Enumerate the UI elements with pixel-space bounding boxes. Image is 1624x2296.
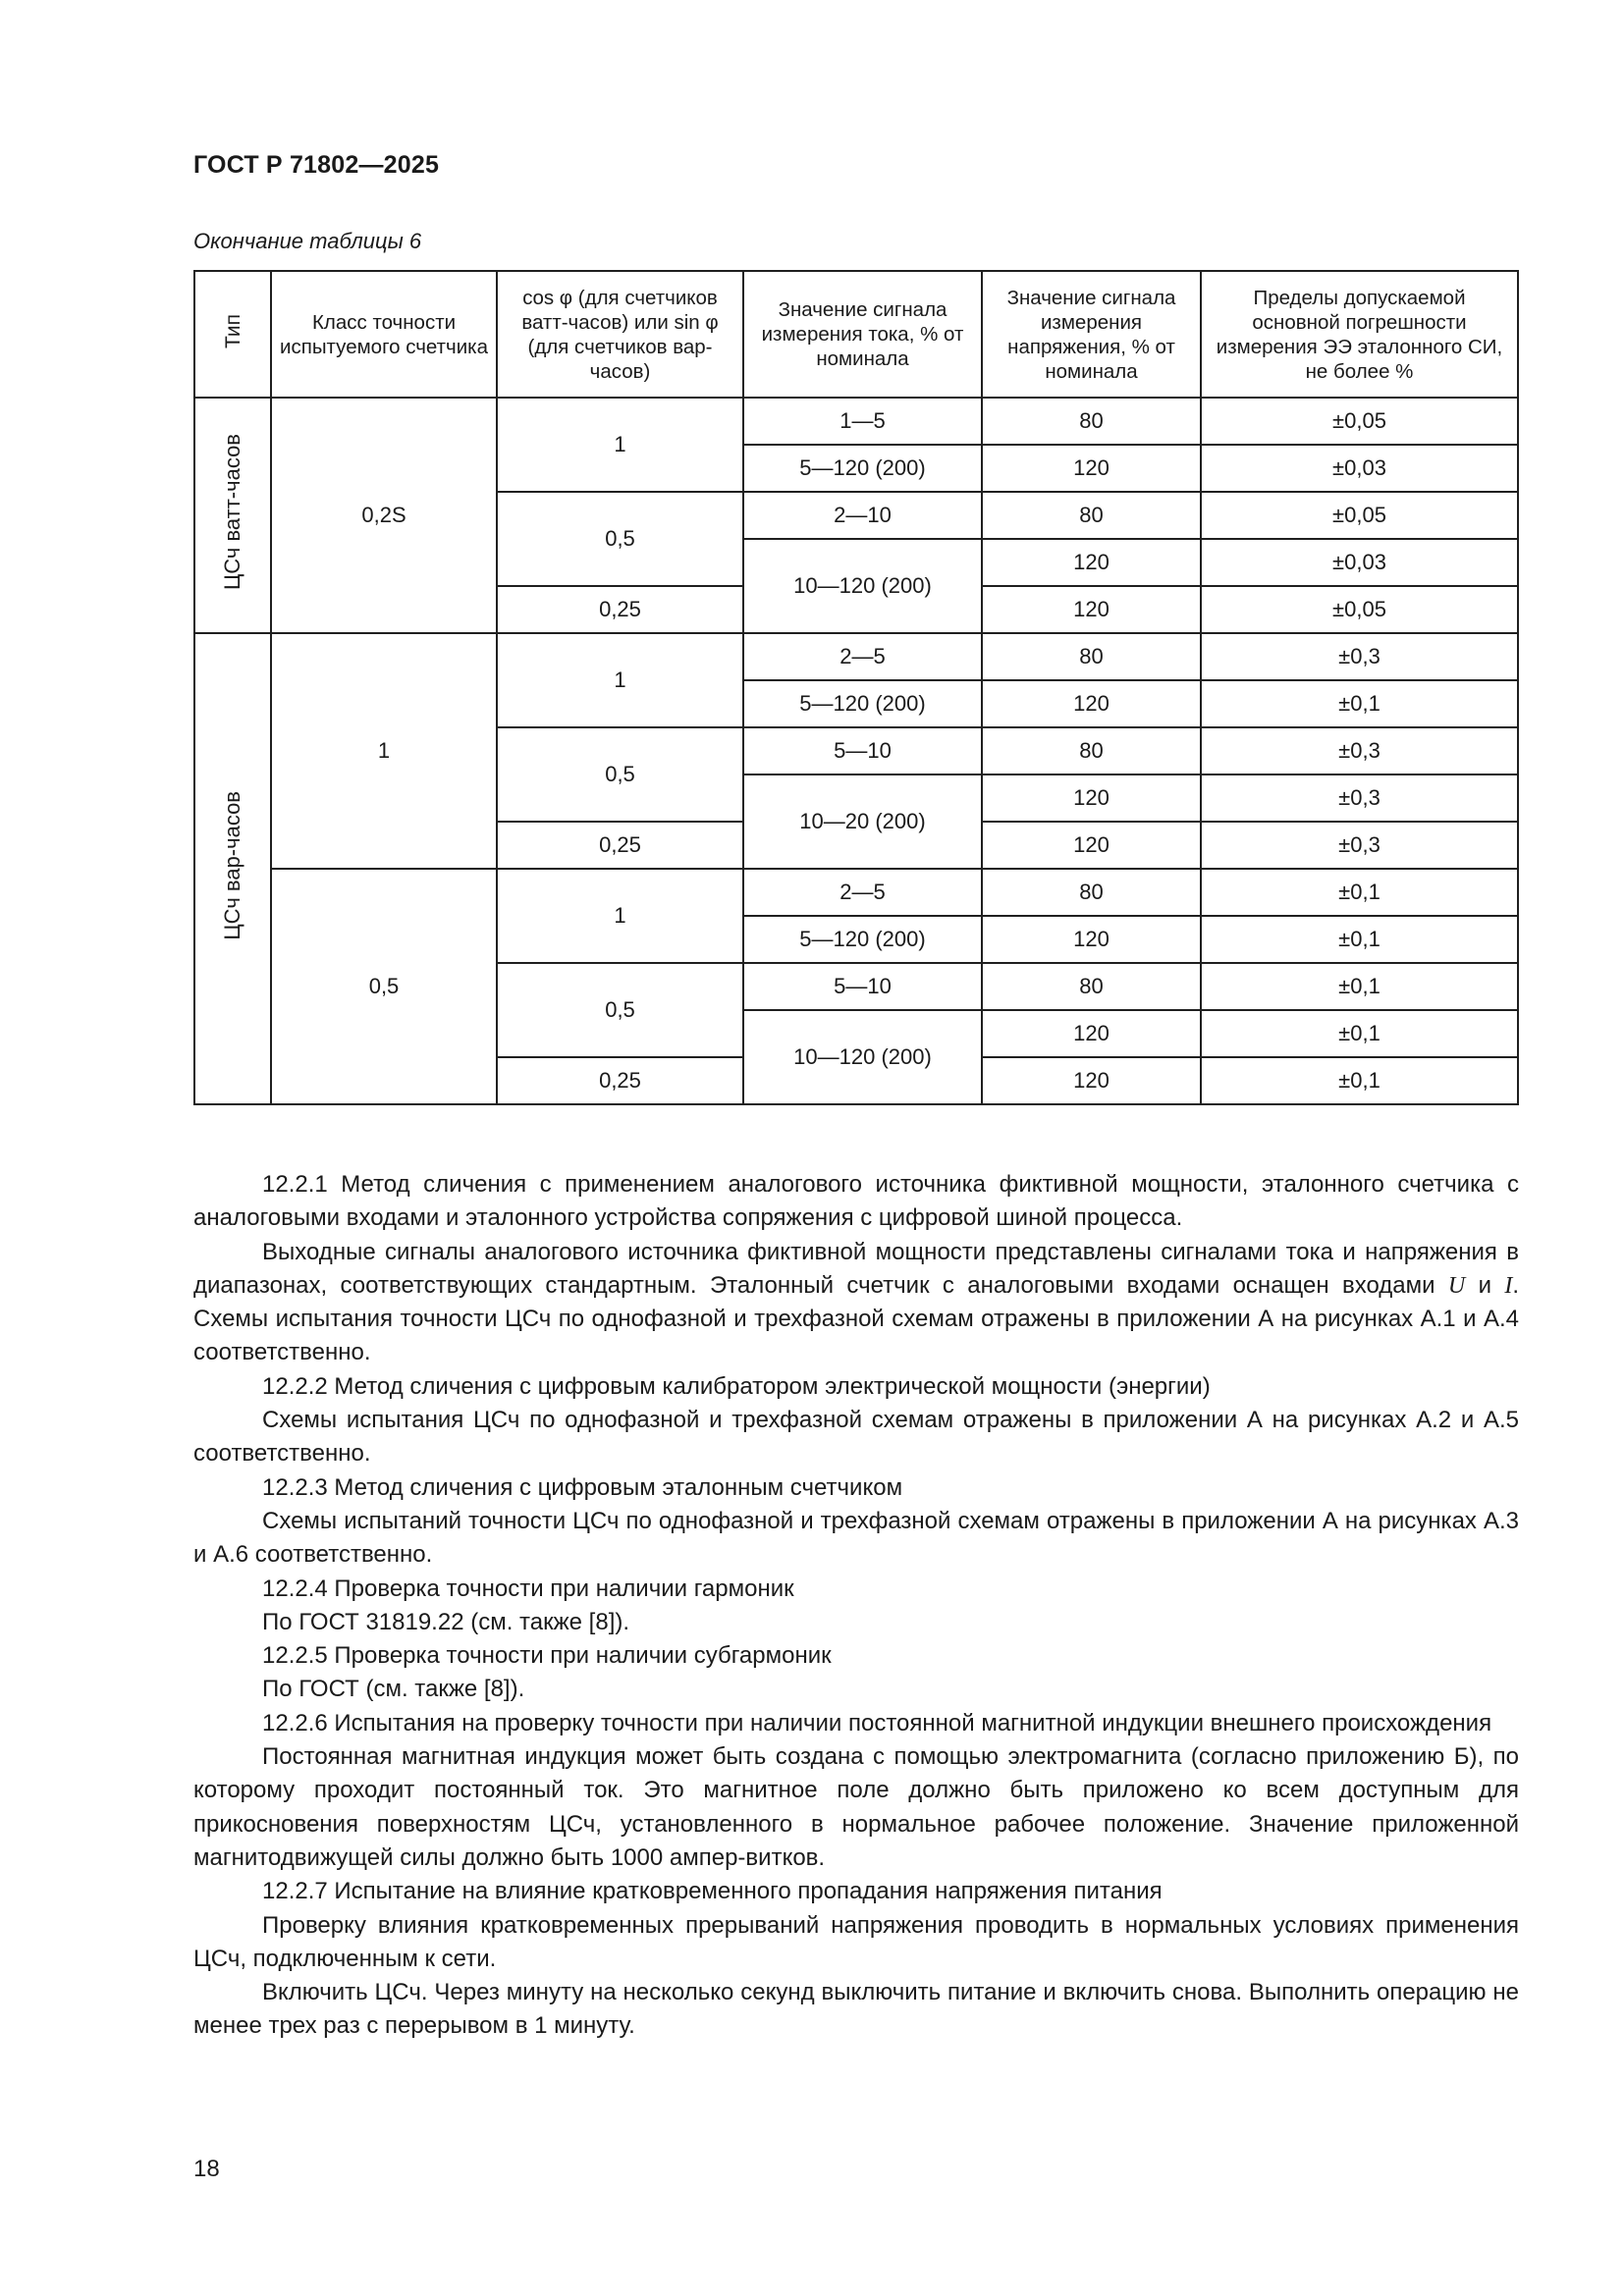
limit-cell: ±0,1 (1201, 963, 1518, 1010)
current-cell: 10—120 (200) (743, 1010, 982, 1104)
paragraph: 12.2.2 Метод сличения с цифровым калибратором электрической мощности (энергии) (262, 1372, 1211, 1400)
voltage-cell: 80 (982, 727, 1201, 774)
voltage-cell: 80 (982, 633, 1201, 680)
current-cell: 2—10 (743, 492, 982, 539)
limit-cell: ±0,1 (1201, 1010, 1518, 1057)
formula-u: U (1447, 1272, 1466, 1299)
paragraph: 12.2.6 Испытания на проверку точности при наличии постоянной магнитной индукции внешнего происхождения (262, 1709, 1492, 1736)
body-text (193, 1168, 1519, 2044)
type-cell: ЦСч вар-часов (194, 633, 271, 1104)
cos-cell: 0,25 (497, 822, 743, 869)
table-row (194, 869, 1518, 916)
paragraph: 12.2.1 Метод сличения с применением аналогового источника фиктивной мощности, эталонного счетчика с аналоговыми входами и эталонного устройства сопряжения с цифровой шиной процесса. (193, 1171, 1519, 1232)
limit-cell: ±0,1 (1201, 916, 1518, 963)
class-cell: 0,2S (271, 398, 497, 633)
header-cos-phi: cos φ (для счетчиков ватт-часов) или sin φ (для счетчиков вар-часов) (497, 271, 743, 398)
paragraph: 12.2.3 Метод сличения с цифровым эталонным счетчиком (262, 1473, 903, 1501)
class-cell: 0,5 (271, 869, 497, 1104)
voltage-cell: 80 (982, 492, 1201, 539)
limit-cell: ±0,1 (1201, 869, 1518, 916)
current-cell: 5—120 (200) (743, 680, 982, 727)
limit-cell: ±0,03 (1201, 445, 1518, 492)
cos-cell: 0,5 (497, 727, 743, 822)
cos-cell: 1 (497, 398, 743, 492)
current-cell: 5—120 (200) (743, 445, 982, 492)
limit-cell: ±0,05 (1201, 586, 1518, 633)
voltage-cell: 120 (982, 586, 1201, 633)
paragraph: По ГОСТ (см. также [8]). (262, 1676, 525, 1703)
voltage-cell: 120 (982, 1057, 1201, 1104)
voltage-cell: 120 (982, 1010, 1201, 1057)
paragraph: 12.2.4 Проверка точности при наличии гармоник (262, 1575, 794, 1602)
limit-cell: ±0,3 (1201, 633, 1518, 680)
paragraph: 12.2.5 Проверка точности при наличии субгармоник (262, 1642, 832, 1670)
cos-cell: 0,25 (497, 1057, 743, 1104)
paragraph: Выходные сигналы аналогового источника фиктивной мощности представлены сигналами тока и напряжения в диапазонах, соответствующих стандартным. Эталонный счетчик с аналоговыми входами оснащен входами U и I. Схемы испытания точности ЦСч по однофазной и трехфазной схемам отражены в приложении А на рисунках А.1 и А.4 соответственно. (193, 1238, 1519, 1366)
header-current-signal: Значение сигнала измерения тока, % от номинала (743, 271, 982, 398)
voltage-cell: 120 (982, 774, 1201, 822)
limit-cell: ±0,1 (1201, 1057, 1518, 1104)
header-voltage-signal: Значение сигнала измерения напряжения, % от номинала (982, 271, 1201, 398)
limit-cell: ±0,03 (1201, 539, 1518, 586)
cos-cell: 0,5 (497, 492, 743, 586)
voltage-cell: 120 (982, 445, 1201, 492)
current-cell: 5—10 (743, 727, 982, 774)
current-cell: 1—5 (743, 398, 982, 445)
paragraph: Схемы испытаний точности ЦСч по однофазной и трехфазной схемам отражены в приложении А на рисунках А.3 и А.6 соответственно. (193, 1507, 1519, 1569)
limit-cell: ±0,05 (1201, 492, 1518, 539)
voltage-cell: 120 (982, 680, 1201, 727)
table-caption: Окончание таблицы 6 (193, 229, 422, 253)
voltage-cell: 120 (982, 822, 1201, 869)
table-row (194, 398, 1518, 445)
current-cell: 2—5 (743, 869, 982, 916)
limit-cell: ±0,1 (1201, 680, 1518, 727)
formula-i: I (1504, 1272, 1513, 1299)
cos-cell: 0,5 (497, 963, 743, 1057)
voltage-cell: 80 (982, 398, 1201, 445)
header-accuracy-class: Класс точности испытуемого счетчика (271, 271, 497, 398)
voltage-cell: 120 (982, 539, 1201, 586)
limit-cell: ±0,3 (1201, 727, 1518, 774)
voltage-cell: 80 (982, 869, 1201, 916)
type-cell: ЦСч ватт-часов (194, 398, 271, 633)
voltage-cell: 120 (982, 916, 1201, 963)
limit-cell: ±0,05 (1201, 398, 1518, 445)
current-cell: 10—120 (200) (743, 539, 982, 633)
cos-cell: 0,25 (497, 586, 743, 633)
current-cell: 5—120 (200) (743, 916, 982, 963)
current-cell: 5—10 (743, 963, 982, 1010)
current-cell: 10—20 (200) (743, 774, 982, 869)
paragraph: По ГОСТ 31819.22 (см. также [8]). (262, 1608, 630, 1635)
paragraph: Постоянная магнитная индукция может быть создана с помощью электромагнита (согласно приложению Б), по которому проходит постоянный ток. Это магнитное поле должно быть приложено ко всем доступным для прикосновения поверхностям ЦСч, установленного в нормальное рабочее положение. Значение приложенной магнитодвижущей силы должно быть 1000 ампер-витков. (193, 1743, 1519, 1871)
accuracy-table (193, 270, 1519, 1105)
header-error-limit: Пределы допускаемой основной погрешности измерения ЭЭ эталонного СИ, не более % (1201, 271, 1518, 398)
paragraph: Проверку влияния кратковременных прерываний напряжения проводить в нормальных условиях применения ЦСч, подключенным к сети. (193, 1911, 1519, 1972)
paragraph: Включить ЦСч. Через минуту на несколько секунд выключить питание и включить снова. Выполнить операцию не менее трех раз с перерывом в 1 минуту. (193, 1979, 1519, 2040)
current-cell: 2—5 (743, 633, 982, 680)
limit-cell: ±0,3 (1201, 822, 1518, 869)
voltage-cell: 80 (982, 963, 1201, 1010)
header-type: Тип (194, 271, 271, 398)
paragraph: 12.2.7 Испытание на влияние кратковременного пропадания напряжения питания (262, 1878, 1163, 1905)
cos-cell: 1 (497, 869, 743, 963)
table-header-row (194, 271, 1518, 398)
limit-cell: ±0,3 (1201, 774, 1518, 822)
page-number: 18 (193, 2156, 220, 2182)
table-row (194, 633, 1518, 680)
class-cell: 1 (271, 633, 497, 869)
paragraph: Схемы испытания ЦСч по однофазной и трехфазной схемам отражены в приложении А на рисунках А.2 и А.5 соответственно. (193, 1407, 1519, 1468)
cos-cell: 1 (497, 633, 743, 727)
document-header: ГОСТ Р 71802—2025 (193, 151, 440, 179)
